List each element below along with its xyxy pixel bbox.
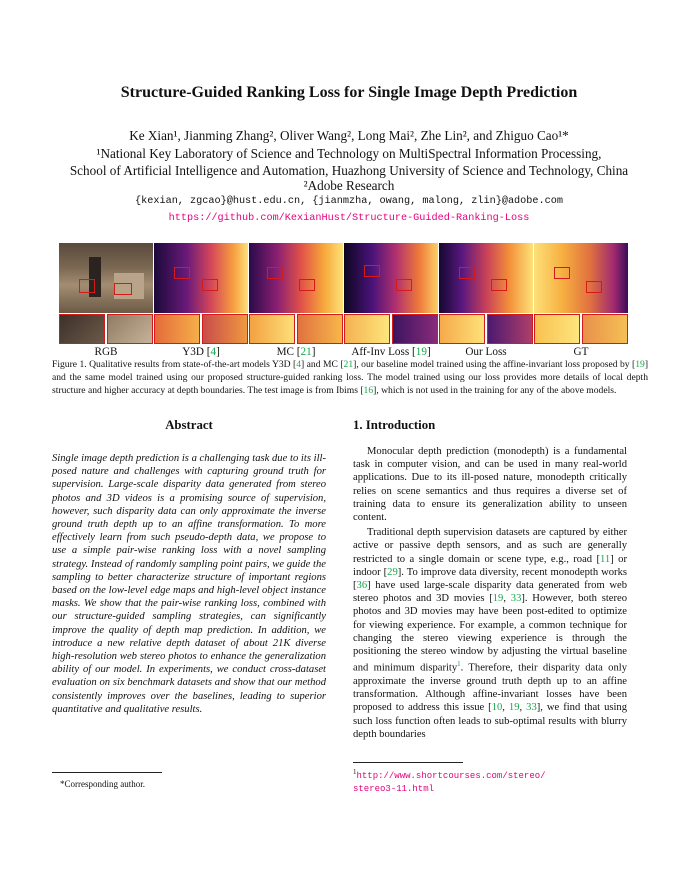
y3d-depth-map [154, 243, 248, 313]
rgb-image [59, 243, 153, 313]
gt-crop-right [582, 314, 628, 344]
panel-label-aff-inv: Aff-Inv Loss [19] [351, 346, 431, 358]
figure-caption: Figure 1. Qualitative results from state-of-the-art models Y3D [4] and MC [21], our baseline model trained using the affine-invariant loss proposed by [19] and the same model trained using our proposed structure-guided ranking loss. The model trained using our loss provides more details of local depth structure and higher accuracy at depth boundaries. The test image is from Ibims [16], which is not used in the training for any of the above models. [52, 359, 649, 397]
repo-link[interactable]: https://github.com/KexianHust/Structure-Guided-Ranking-Loss [168, 213, 530, 224]
mc-depth-map [249, 243, 343, 313]
aff-inv-crop-left [344, 314, 390, 344]
footnote-1-url[interactable]: http://www.shortcourses.com/stereo/ stereo3-11.html [353, 771, 546, 794]
panel-label-mc: MC [21] [276, 346, 316, 358]
affiliation-1a: ¹National Key Laboratory of Science and Technology on MultiSpectral Information Processing, [96, 146, 602, 161]
intro-paragraph-2: Traditional depth supervision datasets are captured by either active or passive depth sensors, and as such are generally restricted to a single domain or scene type, e.g., road [11] or indoor [29]. To improve data diversity, recent monodepth works [36] have used large-scale disparity data generated from web stereo photos and 3D movies [19, 33]. However, both stereo photos and 3D movies may have been post-edited to optimize for viewing experience. For example, a common technique for changing the stereo viewing experience is through the positioning the stereo window by adjusting the virtual baseline and minimum disparity$^1$. Therefore, their disparity data only approximate the inverse ground truth depth up to an affine transformation. Although affine-invariant losses have been proposed to address this issue [10, 19, 33], we find that using such loss function often leads to sub-optimal results with blurry depth boundaries [353, 527, 628, 740]
intro-heading: 1. Introduction [353, 418, 436, 432]
panel-label-our-loss: Our Loss [465, 346, 507, 358]
author-list: Ke Xian¹, Jianming Zhang², Oliver Wang², Long Mai², Zhe Lin², and Zhiguo Cao¹* [129, 128, 569, 143]
mc-crop-right [297, 314, 343, 344]
our-loss-crop-right [487, 314, 533, 344]
intro-body [353, 445, 627, 741]
intro-paragraph-1: Monocular depth prediction (monodepth) is a fundamental task in computer vision, and can be used in many real-world applications. Due to its ill-posed nature, monodepth critically relies on scene semantics and thus requires a diverse set of training data to ensure its generalization ability to unseen content. [353, 446, 627, 524]
aff-inv-crop-right [392, 314, 438, 344]
panel-label-rgb: RGB [94, 346, 118, 358]
footnote-rule-left [52, 772, 162, 773]
panel-label-gt: GT [573, 346, 589, 358]
aff-inv-depth-map [344, 243, 438, 313]
footnote-rule-right [353, 762, 463, 763]
mc-crop-left [249, 314, 295, 344]
paper-title: Structure-Guided Ranking Loss for Single Image Depth Prediction [120, 84, 578, 101]
rgb-crop-right [107, 314, 153, 344]
abstract-body: Single image depth prediction is a challenging task due to its ill-posed nature and challenges with capturing ground truth for supervision. Large-scale disparity data generated from stereo photos and 3D videos is a promising source of supervision, however, such disparity data can only approximate the inverse ground truth depth up to an affine transformation. To more effectively learn from such pseudo-depth data, we propose to use a simple pair-wise ranking loss with a novel sampling strategy. Instead of randomly sampling point pairs, we guide the sampling to better characterize structure of important regions based on the low-level edge maps and high-level object instance masks. We show that the pair-wise ranking loss, combined with our structure-guided sampling strategies, can significantly improve the quality of depth map prediction. In addition, we introduce a new relative depth dataset of about 21K diverse high-resolution web stereo photos to enhance the generalization ability of our model. In experiments, we conduct cross-dataset evaluation on six benchmark datasets and show that our method consistently improves over the baselines, leading to superior quantitative and qualitative results. [52, 453, 326, 715]
panel-label-y3d: Y3D [4] [182, 346, 220, 358]
y3d-crop-right [202, 314, 248, 344]
y3d-crop-left [154, 314, 200, 344]
author-emails: {kexian, zgcao}@hust.edu.cn, {jianmzha, owang, malong, zlin}@adobe.com [135, 196, 563, 207]
rgb-crop-left [59, 314, 105, 344]
our-loss-crop-left [439, 314, 485, 344]
affiliation-2: ²Adobe Research [303, 178, 395, 193]
corresponding-author-note: *Corresponding author. [60, 779, 145, 789]
gt-crop-left [534, 314, 580, 344]
affiliation-1b: School of Artificial Intelligence and Automation, Huazhong University of Science and Technology, China [69, 163, 629, 178]
our-loss-depth-map [439, 243, 533, 313]
gt-depth-map [534, 243, 628, 313]
footnote-1: $^1$http://www.shortcourses.com/stereo/ stereo3-11.html [353, 768, 546, 794]
abstract-heading: Abstract [165, 418, 213, 432]
